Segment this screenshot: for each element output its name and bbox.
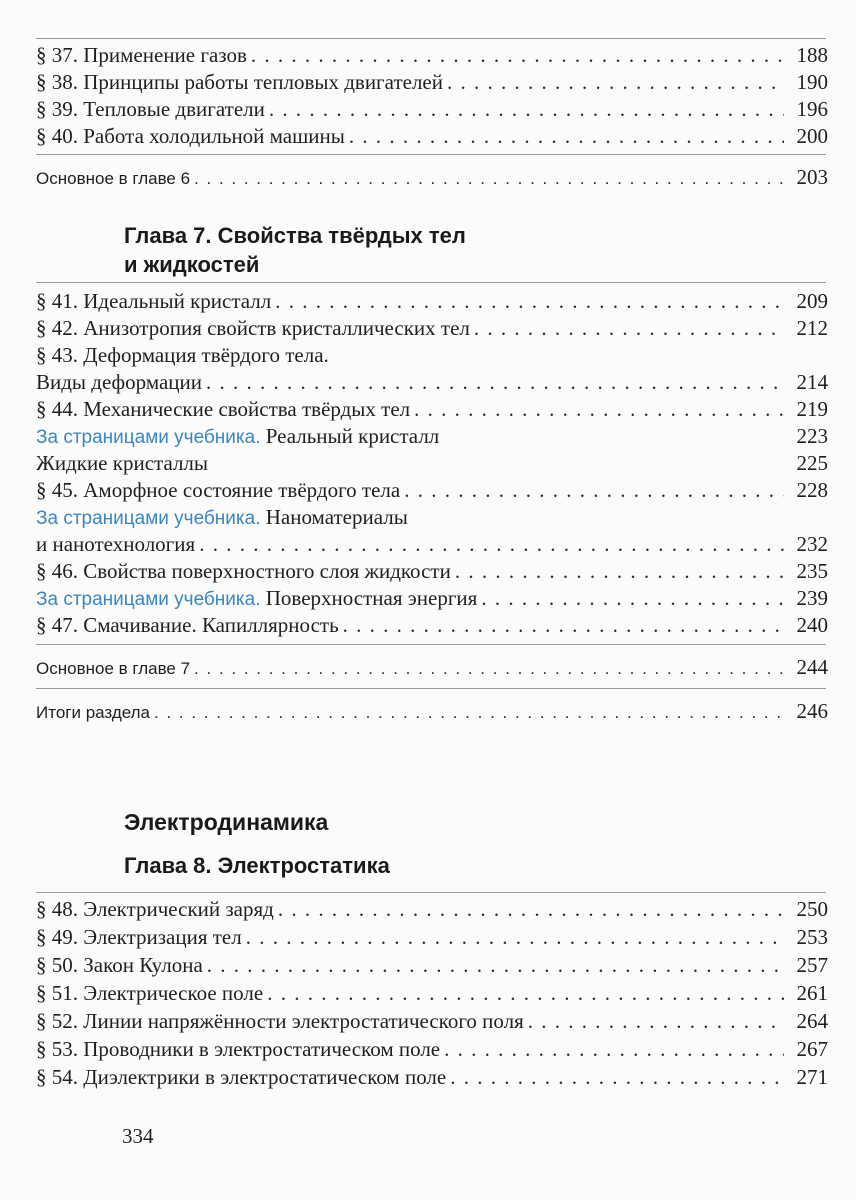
chapter-title <box>124 221 466 279</box>
toc-entry-label: § 40. Работа холодильной машины <box>36 124 345 148</box>
toc-entry <box>36 42 828 69</box>
dot-leader <box>275 288 784 314</box>
sidebar-lead-label: За страницами учебника. <box>36 508 261 529</box>
dot-leader <box>455 558 784 584</box>
toc-entry-label: и нанотехнология <box>36 532 196 556</box>
toc-entry-label: § 38. Принципы работы тепловых двигателей <box>36 70 443 94</box>
dot-leader <box>199 531 784 557</box>
dot-leader <box>278 896 784 922</box>
sidebar-lead-label: За страницами учебника. <box>36 427 261 448</box>
toc-entry-label: § 43. Деформация твёрдого тела. <box>36 343 329 367</box>
toc-entry-page: 219 <box>796 397 828 421</box>
toc-entry-page: 209 <box>796 289 828 313</box>
toc-entry-label: § 48. Электрический заряд <box>36 897 274 921</box>
toc-entry <box>36 896 828 923</box>
divider <box>36 38 826 39</box>
toc-entry-page: 223 <box>796 424 828 448</box>
toc-entry <box>36 288 828 315</box>
divider <box>36 282 826 283</box>
section-summary-entry <box>36 698 828 725</box>
toc-entry <box>36 69 828 96</box>
toc-entry <box>36 952 828 979</box>
toc-entry-page: 267 <box>796 1037 828 1061</box>
dot-leader <box>349 123 784 149</box>
chapter-summary-entry <box>36 654 828 681</box>
toc-entry <box>36 477 828 504</box>
dot-leader <box>404 477 784 503</box>
toc-entry-page: 240 <box>796 613 828 637</box>
toc-entry <box>36 531 828 558</box>
toc-entry-page: 257 <box>796 953 828 977</box>
toc-entry-text: Поверхностная энергия <box>260 586 478 610</box>
dot-leader <box>447 69 784 95</box>
dot-leader <box>194 166 784 192</box>
dot-leader <box>450 1064 784 1090</box>
toc-entry <box>36 924 828 951</box>
dot-leader <box>246 924 784 950</box>
toc-entry-page: 214 <box>796 370 828 394</box>
toc-entry-page: 264 <box>796 1009 828 1033</box>
toc-entry-label: § 45. Аморфное состояние твёрдого тела <box>36 478 401 502</box>
toc-entry-page: 200 <box>796 124 828 148</box>
toc-entry-page: 253 <box>796 925 828 949</box>
toc-entry-label: § 54. Диэлектрики в электростатическом поле <box>36 1065 447 1089</box>
toc-entry-label: § 37. Применение газов <box>36 43 247 67</box>
toc-entry-page: 244 <box>796 655 828 679</box>
toc-entry-label: § 49. Электризация тел <box>36 925 242 949</box>
toc-entry-label: § 50. Закон Кулона <box>36 953 203 977</box>
toc-entry <box>36 423 828 450</box>
page-number: 334 <box>122 1124 154 1148</box>
toc-entry-label: § 44. Механические свойства твёрдых тел <box>36 397 411 421</box>
dot-leader <box>206 369 784 395</box>
toc-entry-page: 261 <box>796 981 828 1005</box>
toc-entry-page: 235 <box>796 559 828 583</box>
divider <box>36 688 826 689</box>
toc-entry-label <box>36 504 408 532</box>
toc-entry-page: 212 <box>796 316 828 340</box>
toc-entry-label: Виды деформации <box>36 370 203 394</box>
toc-entry-label: § 39. Тепловые двигатели <box>36 97 265 121</box>
toc-entry-page: 203 <box>796 165 828 189</box>
toc-entry-label: Основное в главе 6 <box>36 169 191 188</box>
dot-leader <box>481 585 784 611</box>
dot-leader <box>207 952 784 978</box>
chapter-title-line: и жидкостей <box>124 252 260 277</box>
toc-entry-label: Основное в главе 7 <box>36 659 191 678</box>
divider <box>36 892 826 893</box>
toc-entry-label <box>36 423 439 451</box>
toc-entry-text: Наноматериалы <box>260 505 408 529</box>
toc-entry-page: 196 <box>796 97 828 121</box>
toc-entry-text: Реальный кристалл <box>260 424 440 448</box>
toc-entry-page: 190 <box>796 70 828 94</box>
dot-leader <box>343 612 784 638</box>
toc-entry-label: § 46. Свойства поверхностного слоя жидкости <box>36 559 451 583</box>
dot-leader <box>528 1008 784 1034</box>
toc-entry-page: 232 <box>796 532 828 556</box>
toc-entry <box>36 1036 828 1063</box>
toc-entry-page: 228 <box>796 478 828 502</box>
toc-entry-label: Итоги раздела <box>36 703 151 722</box>
chapter-summary-entry <box>36 164 828 191</box>
dot-leader <box>444 1036 784 1062</box>
toc-entry-label: Жидкие кристаллы <box>36 451 209 475</box>
toc-entry <box>36 96 828 123</box>
toc-entry <box>36 315 828 342</box>
toc-entry <box>36 980 828 1007</box>
toc-entry <box>36 1008 828 1035</box>
part-title: Электродинамика <box>124 809 329 835</box>
toc-entry-label: § 42. Анизотропия свойств кристаллических тел <box>36 316 470 340</box>
toc-entry-page: 246 <box>796 699 828 723</box>
dot-leader <box>251 42 784 68</box>
toc-entry-label: § 51. Электрическое поле <box>36 981 264 1005</box>
toc-entry <box>36 612 828 639</box>
toc-entry-page: 239 <box>796 586 828 610</box>
toc-entry <box>36 558 828 585</box>
dot-leader <box>194 656 784 682</box>
divider <box>36 154 826 155</box>
dot-leader <box>154 700 784 726</box>
dot-leader <box>267 980 784 1006</box>
toc-entry-page: 271 <box>796 1065 828 1089</box>
toc-entry <box>36 396 828 423</box>
toc-entry-page: 250 <box>796 897 828 921</box>
toc-entry <box>36 1064 828 1091</box>
chapter-title: Глава 8. Электростатика <box>124 853 390 878</box>
toc-entry-label: § 41. Идеальный кристалл <box>36 289 272 313</box>
toc-entry <box>36 342 828 369</box>
toc-entry <box>36 450 828 477</box>
toc-entry <box>36 504 828 531</box>
toc-entry <box>36 585 828 612</box>
chapter-title-line: Глава 7. Свойства твёрдых тел <box>124 223 466 248</box>
dot-leader <box>414 396 784 422</box>
dot-leader <box>269 96 784 122</box>
toc-entry-label: § 53. Проводники в электростатическом поле <box>36 1037 441 1061</box>
sidebar-lead-label: За страницами учебника. <box>36 589 261 610</box>
toc-entry-label <box>36 585 477 613</box>
divider <box>36 644 826 645</box>
toc-entry <box>36 123 828 150</box>
dot-leader <box>474 315 784 341</box>
toc-entry-label: § 47. Смачивание. Капиллярность <box>36 613 339 637</box>
toc-entry-page: 225 <box>796 451 828 475</box>
toc-entry-label: § 52. Линии напряжённости электростатического поля <box>36 1009 524 1033</box>
toc-entry <box>36 369 828 396</box>
toc-entry-page: 188 <box>796 43 828 67</box>
